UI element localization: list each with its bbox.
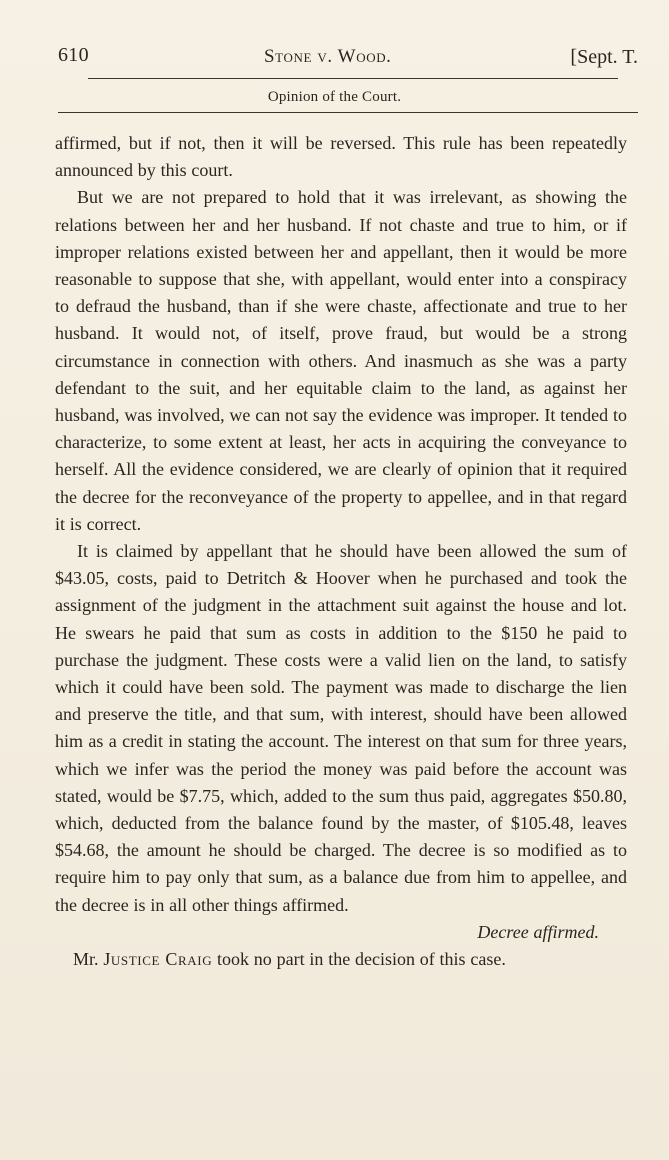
decree-signoff: Decree affirmed. — [477, 921, 599, 942]
case-title: Stone v. Wood. — [264, 46, 392, 67]
term-label: [Sept. T. — [570, 46, 638, 68]
justice-name: Justice Craig — [103, 949, 213, 970]
justice-note-suffix: took no part in the decision of this case. — [212, 949, 506, 970]
page-number: 610 — [58, 44, 89, 66]
opinion-body — [55, 130, 627, 973]
header-rule-top — [88, 78, 618, 79]
header-rule-bottom — [58, 112, 638, 113]
paragraph-relevance: But we are not prepared to hold that it was irrelevant, as showing the relations between her and her husband. If not chaste and true to him, or if improper relations existed between her and appellant, then it would be more reasonable to suppose that she, with appellant, would enter into a conspiracy to defraud the husband, than if she were chaste, affectionate and true to her husband. It would not, of itself, prove fraud, but would be a strong circumstance in connection with others. And inasmuch as she was a party defendant to the suit, and her equitable claim to the land, as against her husband, was involved, we can not say the evidence was improper. It tended to characterize, to some extent at least, her acts in acquiring the conveyance to herself. All the evidence considered, we are clearly of opinion that it required the decree for the reconveyance of the property to appellee, and in that regard it is correct. — [55, 187, 627, 534]
paragraph-continuation: affirmed, but if not, then it will be reversed. This rule has been repeatedly announced by this court. — [55, 133, 627, 181]
justice-note-prefix: Mr. — [73, 949, 104, 970]
justice-note — [55, 946, 627, 973]
section-subheading: Opinion of the Court. — [267, 89, 402, 105]
paragraph-costs-claim: It is claimed by appellant that he should have been allowed the sum of $43.05, costs, paid to Detritch & Hoover when he purchased and took the assignment of the judgment in the attachment suit against the house and lot. He swears he paid that sum as costs in addition to the $150 he paid to purchase the judgment. These costs were a valid lien on the land, to satisfy which it could have been sold. The payment was made to discharge the lien and preserve the title, and that sum, with interest, should have been allowed him as a credit in stating the account. The interest on that sum for three years, which we infer was the period the money was paid before the account was stated, would be $7.75, which, added to the sum thus paid, aggregates $50.80, which, deducted from the balance found by the master, of $105.48, leaves $54.68, the amount he should be charged. The decree is so modified as to require him to pay only that sum, as a balance due from him to appellee, and the decree is in all other things affirmed. — [55, 541, 627, 915]
running-head — [58, 44, 638, 74]
